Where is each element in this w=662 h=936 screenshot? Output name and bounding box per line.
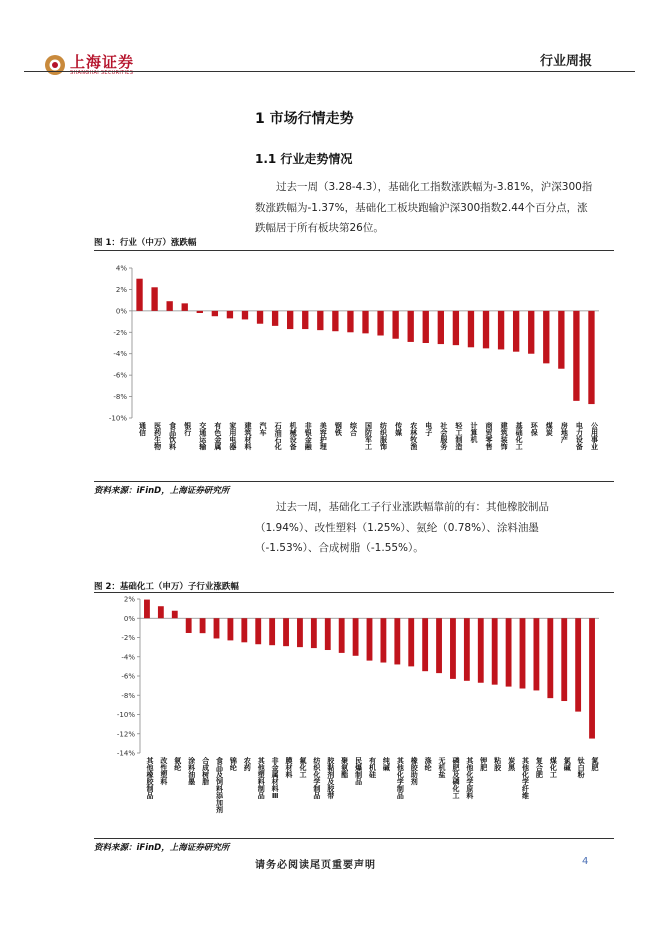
chart1-category-label: 机械设备 — [289, 422, 298, 450]
chart1-bar — [182, 303, 188, 311]
chart1-category-label: 商贸零售 — [485, 422, 494, 450]
chart2-bar — [422, 618, 428, 671]
chart1-y-tick-label: -4% — [113, 350, 127, 359]
chart1-y-tick-label: -10% — [108, 414, 127, 423]
chart1-bar — [272, 311, 278, 326]
page-number: 4 — [582, 856, 589, 867]
figure-1-bottom-rule — [94, 481, 614, 482]
chart1-category-label: 社会服务 — [439, 422, 448, 450]
chart1-category-label: 综合 — [349, 422, 358, 436]
chart2-y-tick-label: -14% — [116, 749, 135, 758]
chart2-bar — [241, 618, 247, 642]
chart1-category-label: 有色金属 — [213, 422, 222, 450]
subsection-heading: 1.1 行业走势情况 — [255, 152, 353, 166]
figure-2-title: 图 2：基础化工（申万）子行业涨跌幅 — [94, 582, 239, 592]
brand-name-en: SHANGHAI SECURITIES — [70, 70, 134, 76]
chart2-category-label: 粘胶 — [493, 757, 502, 771]
chart2-y-tick-label: 2% — [123, 595, 135, 604]
chart2-category-label: 其他橡胶制品 — [145, 757, 154, 799]
chart2-bar — [367, 618, 373, 660]
chart2-bar — [172, 611, 178, 619]
chart2-y-tick-label: -6% — [121, 672, 135, 681]
chart2-bar — [492, 618, 498, 684]
chart1-bar — [468, 311, 474, 347]
chart1-bar — [498, 311, 504, 350]
chart1-category-label: 食品饮料 — [168, 422, 177, 450]
chart1-bar — [287, 311, 293, 329]
chart1-bar — [242, 311, 248, 320]
chart2-category-label: 民爆制品 — [354, 757, 363, 785]
chart2-bar — [144, 600, 150, 619]
chart1-bar — [528, 311, 534, 354]
chart1-bar — [453, 311, 459, 345]
chart1-category-label: 石油石化 — [274, 422, 283, 450]
chart1-category-label: 钢铁 — [334, 422, 343, 436]
chart1-category-label: 公用事业 — [590, 422, 599, 450]
chart1-category-label: 交通运输 — [198, 422, 207, 450]
chart1-category-label: 农林牧渔 — [409, 422, 418, 450]
chart2-category-label: 其他化学纤维 — [521, 757, 530, 799]
chart2-bar — [311, 618, 317, 648]
chart2-category-label: 改性塑料 — [159, 757, 168, 785]
chart1-category-label: 建筑材料 — [243, 422, 252, 450]
chart2-category-label: 非金属材料Ⅲ — [271, 757, 280, 800]
chart1-bar — [151, 287, 157, 311]
header-divider — [24, 71, 635, 72]
chart2-category-label: 其他化学制品 — [396, 757, 405, 799]
chart1-category-label: 美容护理 — [319, 422, 328, 450]
chart1-bar — [513, 311, 519, 352]
chart2-bar — [436, 618, 442, 673]
chart2-bar — [227, 618, 233, 640]
brand-name: 上海证券 — [70, 53, 135, 71]
chart2-bar — [533, 618, 539, 690]
chart2-category-label: 磷肥及磷化工 — [451, 757, 460, 799]
chart2-category-label: 其他塑料制品 — [257, 757, 266, 799]
chart1-bar — [257, 311, 263, 324]
chart2-bar — [394, 618, 400, 664]
chart2-bar — [520, 618, 526, 688]
chart1-category-label: 轻工制造 — [454, 422, 463, 450]
chart2-category-label: 无机盐 — [438, 757, 447, 778]
chart2-category-label: 钛白粉 — [577, 757, 586, 778]
chart1-category-label: 建筑装饰 — [500, 422, 509, 450]
chart1-bar — [136, 279, 142, 311]
paragraph-subindustry-summary: 过去一周，基础化工子行业涨跌幅靠前的有：其他橡胶制品（1.94%）、改性塑料（1.25%）、氨纶（0.78%）、涂料油墨（-1.53%）、合成树脂（-1.55%）。 — [255, 501, 549, 554]
chart2-bar — [478, 618, 484, 682]
chart1-category-label: 家用电器 — [228, 422, 237, 450]
chart1-bar — [317, 311, 323, 330]
chart1-bar — [227, 311, 233, 319]
chart2-category-label: 煤化工 — [549, 757, 558, 778]
footer-disclaimer: 请务必阅读尾页重要声明 — [255, 860, 376, 871]
chart1-y-tick-label: 2% — [115, 285, 127, 294]
chart1-category-label: 非银金融 — [304, 422, 313, 450]
chart2-bar — [380, 618, 386, 662]
chart2-category-label: 锦纶 — [229, 757, 238, 771]
chart1-category-label: 计算机 — [469, 422, 478, 443]
chart1-bar — [347, 311, 353, 332]
figure-1-source: 资料来源：iFinD，上海证券研究所 — [94, 486, 230, 496]
chart2-category-label: 合成树脂 — [201, 757, 210, 785]
chart2-category-label: 涤纶 — [424, 757, 433, 771]
chart1-category-label: 环保 — [530, 422, 539, 436]
chart1-category-label: 国防军工 — [364, 422, 373, 450]
chart1-bar — [302, 311, 308, 329]
chart2-category-label: 氟化工 — [298, 757, 307, 778]
chart2-category-label: 钾肥 — [479, 757, 488, 771]
chart2-bar — [158, 606, 164, 618]
chart1-bar — [423, 311, 429, 343]
chart1-bar — [212, 311, 218, 316]
chart2-category-label: 农药 — [243, 757, 252, 771]
chart2-y-tick-label: -10% — [116, 711, 135, 719]
figure-1-title: 图 1：行业（中万）涨跌幅 — [94, 238, 197, 248]
chart1-category-label: 通信 — [138, 422, 147, 436]
chart2-bar — [186, 618, 192, 633]
chart1-bar — [197, 311, 203, 313]
chart2-category-label: 氮肥 — [591, 757, 600, 771]
chart2-bar — [255, 618, 261, 644]
section-heading: 1 市场行情走势 — [255, 111, 354, 127]
chart1-bar — [483, 311, 489, 349]
chart1-bar — [588, 311, 594, 404]
chart1-category-label: 电力设备 — [575, 422, 584, 450]
chart1-bar — [377, 311, 383, 336]
chart2-category-label: 氨纶 — [173, 757, 182, 771]
chart1-bar — [392, 311, 398, 339]
chart1-bar — [543, 311, 549, 364]
chart2-category-label: 涂料油墨 — [187, 757, 196, 785]
chart2-category-label: 纺织化学制品 — [312, 757, 321, 799]
chart2-category-label: 胶黏剂及胶带 — [326, 757, 335, 799]
chart1-category-label: 汽车 — [259, 422, 268, 436]
chart2-bar — [464, 618, 470, 681]
chart2-category-label: 其他化学原料 — [465, 757, 474, 799]
chart1-bar — [438, 311, 444, 344]
chart1-bar — [408, 311, 414, 342]
chart2-category-label: 膜材料 — [285, 757, 294, 778]
chart2-y-tick-label: -4% — [121, 653, 135, 662]
chart1-category-label: 银行 — [183, 422, 192, 436]
chart2-bar — [269, 618, 275, 645]
report-type: 行业周报 — [540, 54, 593, 69]
chart2-y-tick-label: -8% — [121, 691, 135, 700]
chart2-y-tick-label: -12% — [116, 730, 135, 739]
chart2-bar — [506, 618, 512, 686]
chart2-category-label: 聚氨酯 — [340, 757, 349, 778]
chart1-category-label: 煤炭 — [545, 422, 554, 436]
chart1-category-label: 房地产 — [560, 422, 569, 443]
chart1-y-tick-label: 0% — [115, 307, 127, 316]
chart2-category-label: 炭黑 — [507, 757, 516, 771]
chart1-y-tick-label: -6% — [113, 371, 127, 380]
chart1-category-label: 传媒 — [394, 422, 403, 436]
chart1-category-label: 电子 — [424, 422, 433, 436]
chart1-bar — [362, 311, 368, 334]
chart2-category-label: 复合肥 — [535, 757, 544, 778]
chart2-y-tick-label: -2% — [121, 634, 135, 642]
chart2-bar — [575, 618, 581, 711]
chart2-bar — [408, 618, 414, 666]
chart2-bar — [339, 618, 345, 653]
chart2-bar — [200, 618, 206, 633]
chart2-category-label: 纯碱 — [382, 757, 391, 771]
chart2-bar — [561, 618, 567, 701]
chart2-category-label: 橡胶助剂 — [410, 757, 419, 785]
figure-2-source: 资料来源：iFinD，上海证券研究所 — [94, 843, 230, 853]
chart1-bar — [167, 301, 173, 311]
chart2-bar — [325, 618, 331, 650]
chart2-bar — [353, 618, 359, 656]
chart1-category-label: 医药生物 — [153, 422, 162, 450]
chart1-category-label: 纺织服饰 — [379, 422, 388, 450]
chart1-bar — [558, 311, 564, 369]
figure-2-bar-chart — [94, 593, 614, 836]
chart2-category-label: 有机硅 — [368, 757, 377, 778]
chart2-bar — [214, 618, 220, 638]
chart1-y-tick-label: -8% — [113, 393, 127, 402]
chart2-category-label: 食品及饲料添加剂 — [215, 757, 224, 813]
chart1-y-tick-label: -2% — [113, 328, 127, 337]
paragraph-market-summary: 过去一周（3.28-4.3），基础化工指数涨跌幅为-3.81%，沪深300指数涨跌幅为-1.37%，基础化工板块跑输沪深300指数2.44个百分点，涨跌幅居于所有板块第26位。 — [255, 181, 593, 234]
figure-2-bottom-rule — [94, 838, 614, 839]
figure-1-bar-chart — [94, 256, 614, 481]
figure-1-top-rule — [94, 250, 614, 251]
chart1-bar — [332, 311, 338, 331]
chart2-bar — [297, 618, 303, 647]
chart2-bar — [283, 618, 289, 646]
chart1-category-label: 基础化工 — [515, 422, 524, 450]
chart2-bar — [547, 618, 553, 698]
chart1-bar — [573, 311, 579, 401]
chart2-bar — [589, 618, 595, 738]
brand-logo-icon — [44, 54, 66, 76]
chart2-bar — [450, 618, 456, 679]
chart1-y-tick-label: 4% — [115, 264, 127, 273]
chart2-category-label: 氯碱 — [563, 757, 572, 771]
chart2-y-tick-label: 0% — [123, 614, 135, 623]
